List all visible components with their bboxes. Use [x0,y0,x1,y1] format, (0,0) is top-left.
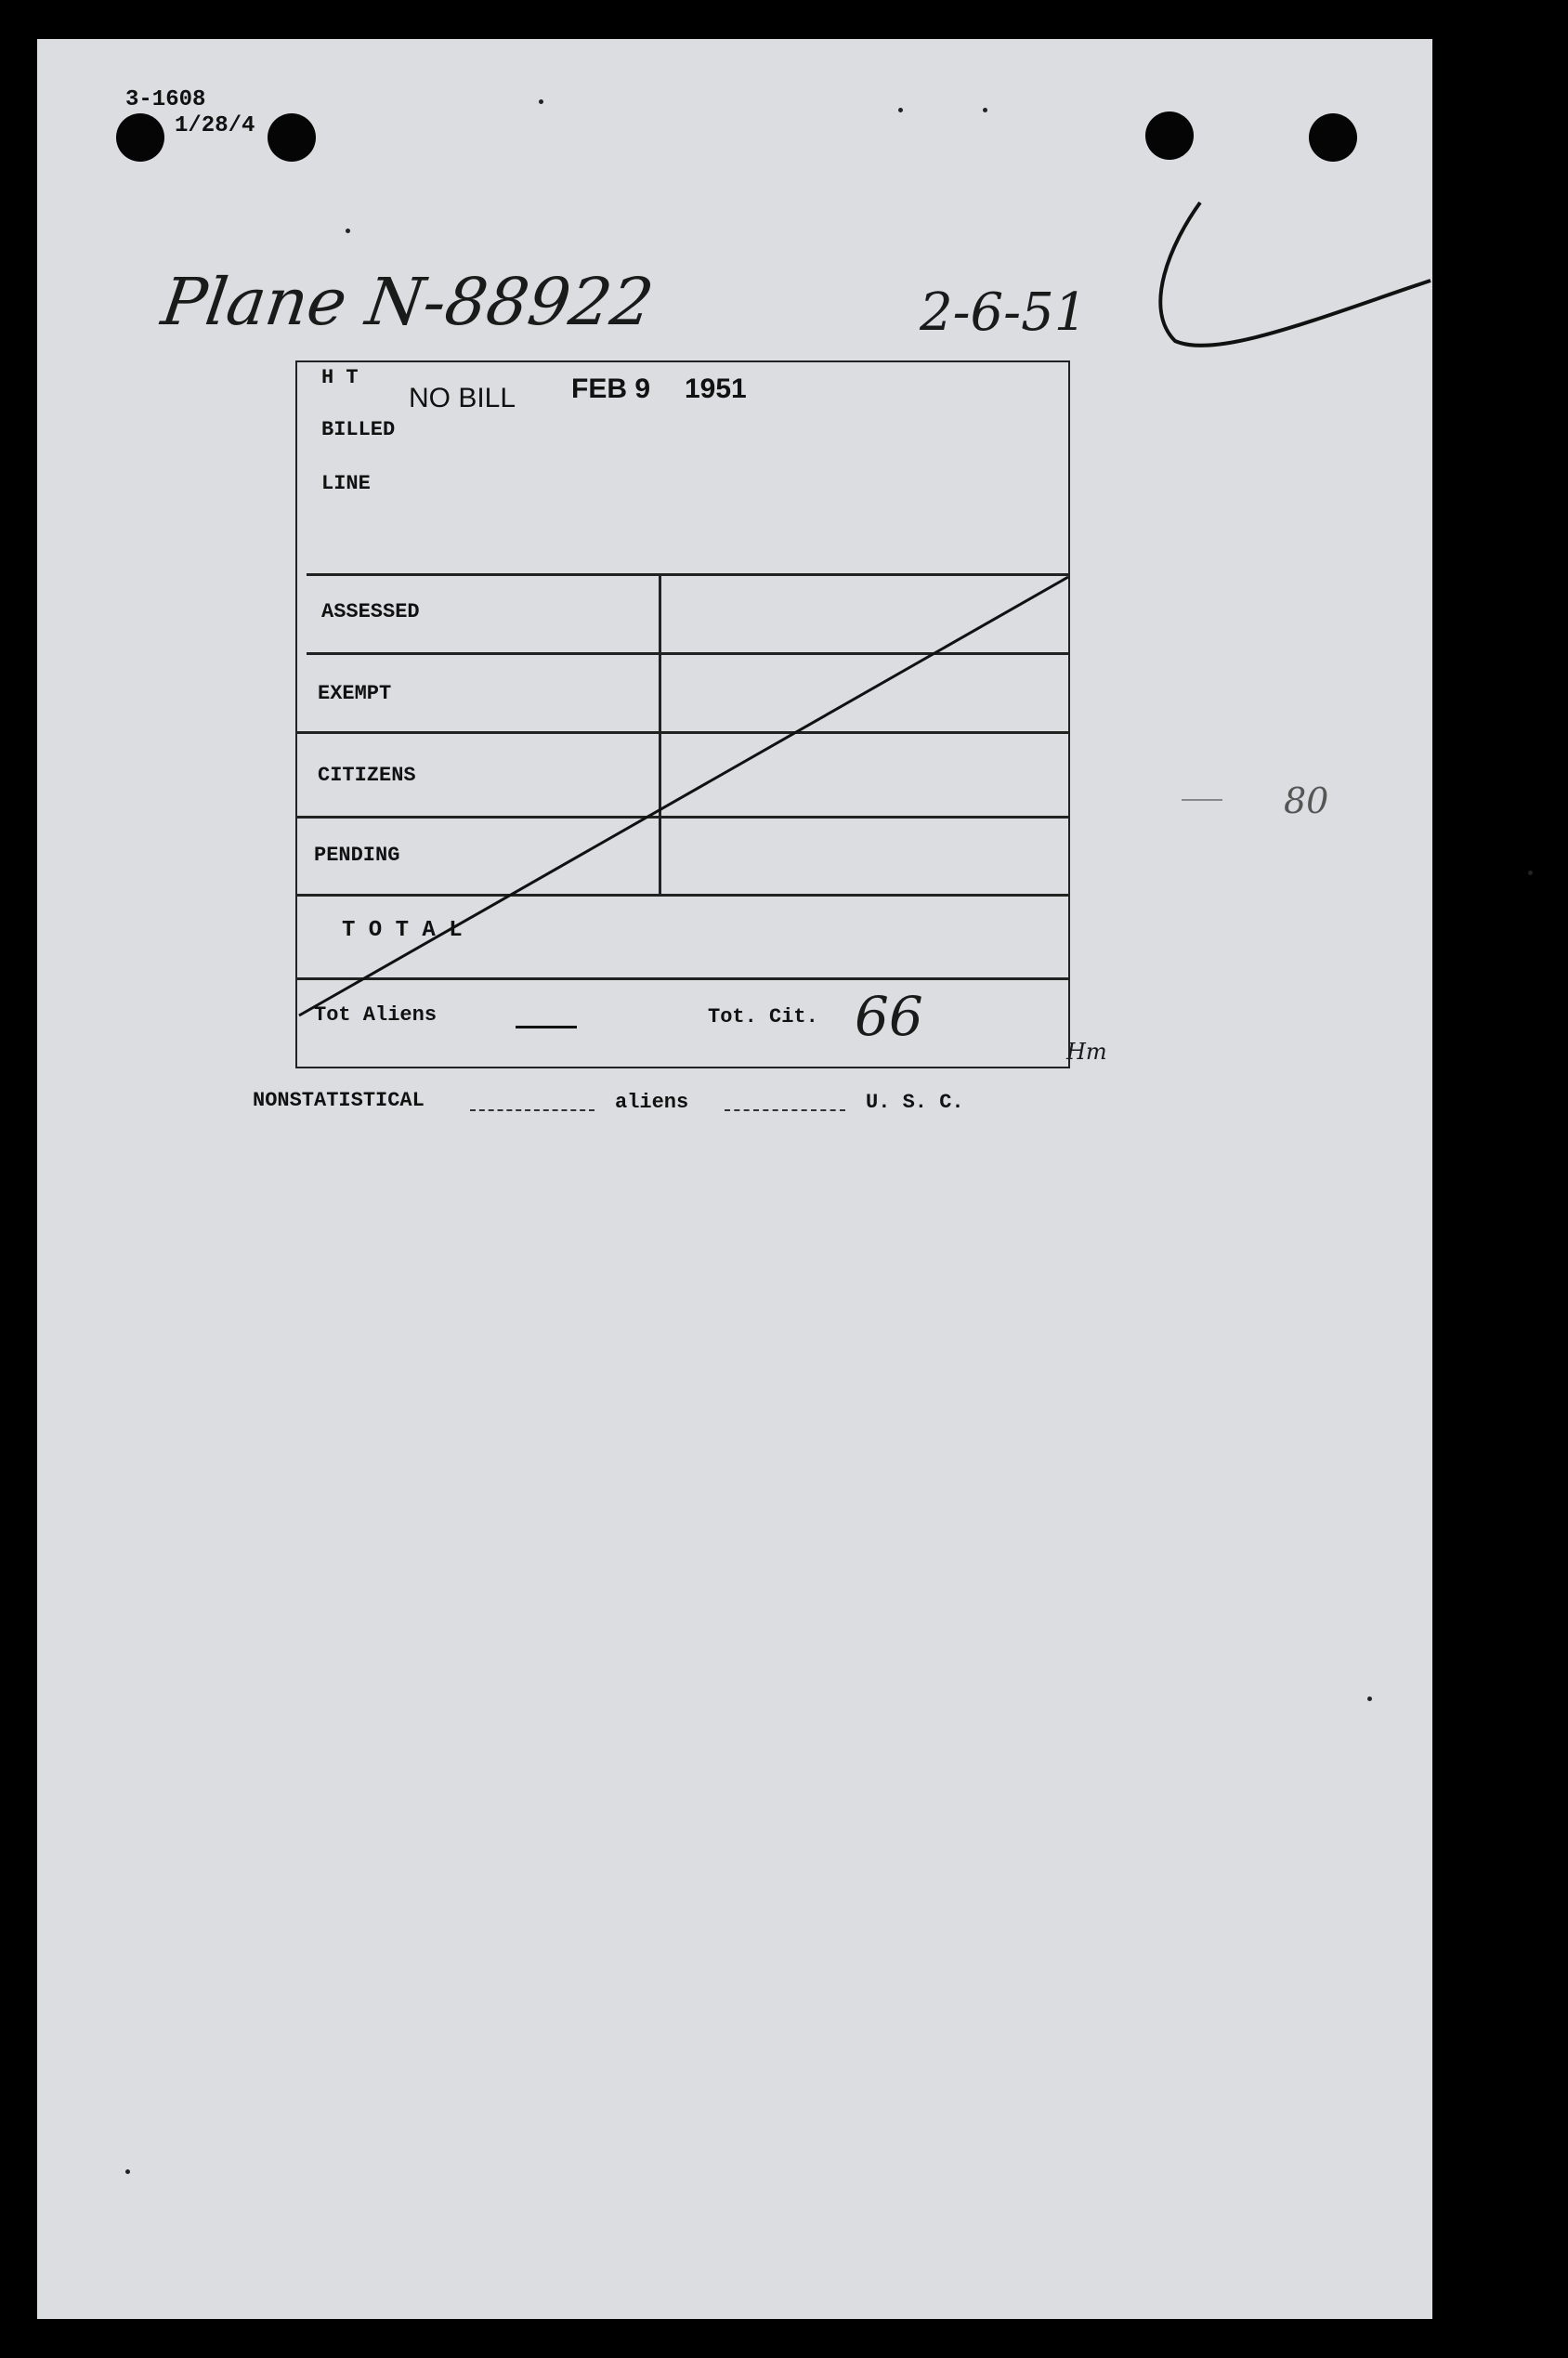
usc-label: U. S. C. [866,1091,964,1114]
punch-hole-left [116,113,164,162]
form-revision: 1/28/4 [175,113,255,138]
row-label-assessed: ASSESSED [321,600,420,623]
document-page [37,39,1432,2319]
margin-dash [1182,799,1222,801]
row-label-pending: PENDING [314,844,400,867]
check-mark [1133,160,1440,383]
nonstatistical-blank [470,1109,595,1111]
total-label: T O T A L [342,918,463,943]
stamp-date: FEB 9 [571,373,651,404]
nonstatistical-label: NONSTATISTICAL [253,1089,425,1112]
row-label-citizens: CITIZENS [318,764,416,787]
form-code: 3-1608 [125,87,206,112]
speck [1367,1696,1372,1701]
tot-cit-value-handwritten: 66 [855,985,923,1048]
cancel-slash [295,573,1076,1019]
speck [346,229,350,233]
tot-cit-label: Tot. Cit. [708,1005,818,1028]
tot-aliens-dash [516,1026,577,1028]
billed-label: BILLED [321,418,396,441]
speck [898,108,903,112]
aliens-label: aliens [615,1091,689,1114]
punch-hole-left-2 [268,113,316,162]
tot-aliens-label: Tot Aliens [314,1003,438,1027]
punch-hole-right [1145,111,1194,160]
line-label: LINE [321,472,371,495]
plane-number-handwritten: Plane N-88922 [157,264,659,340]
punch-hole-right-2 [1309,113,1357,162]
date-handwritten: 2-6-51 [920,282,1088,343]
initials-handwritten: Hm [1066,1039,1107,1065]
no-bill-stamp: NO BILL [409,383,516,413]
speck [983,108,987,112]
aliens-blank [725,1109,845,1111]
row-label-exempt: EXEMPT [318,682,392,705]
ht-label: H T [321,366,359,389]
speck [539,99,543,104]
speck [125,2169,130,2174]
margin-number-handwritten: 80 [1284,780,1329,821]
stamp-year: 1951 [685,373,747,404]
speck [1528,871,1533,875]
